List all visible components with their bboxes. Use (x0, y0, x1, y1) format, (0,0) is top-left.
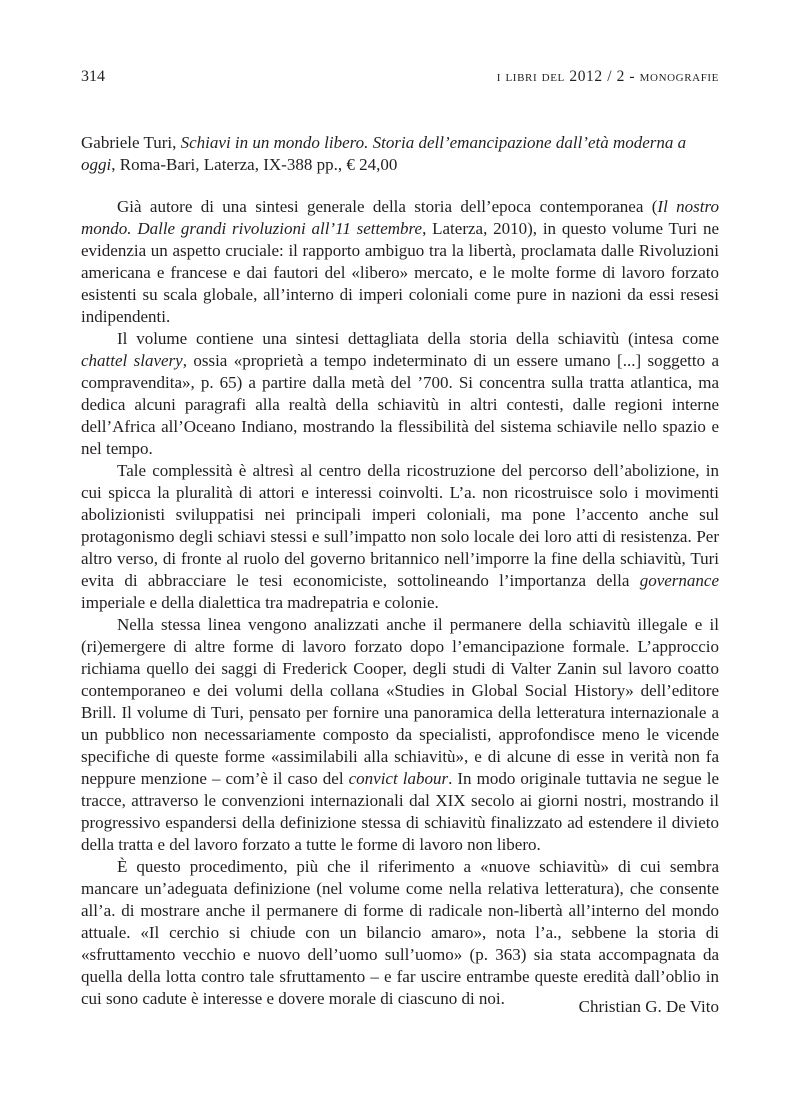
text-run: Già autore di una sintesi generale della storia dell’epoca contemporanea ( (117, 197, 658, 216)
bibliographic-entry (81, 132, 719, 176)
paragraph-4 (81, 614, 719, 856)
paragraph-1 (81, 196, 719, 328)
italic-term: convict labour (348, 769, 449, 788)
text-run: , ossia «proprietà a tempo indeterminato di un essere umano [...] soggetto a compravendita», p. 65) a partire dalla metà del ’700. Si concentra sulla tratta atlantica, ma dedica alcuni paragrafi alla realtà della schiavitù in altri contesti, dalle regioni interne dell’Africa all’Oceano Indiano, mostrando la flessibilità del sistema schiavile nello spazio e nel tempo. (81, 351, 719, 458)
text-run: Nella stessa linea vengono analizzati anche il permanere della schiavitù illegale e il (ri)emergere di altre forme di lavoro forzato dopo l’emancipazione formale. L’approccio richiama quello dei saggi di Frederick Cooper, degli studi di Valter Zanin sul lavoro coatto contemporaneo e dei volumi della collana «Studies in Global Social History» dell’editore Brill. Il volume di Turi, pensato per fornire una panoramica della letteratura internazionale a un pubblico non necessariamente composto da specialisti, approfondisce meno le vicende specifiche di queste forme «assimilabili alla schiavitù», e di alcune di esse in verità non fa neppure menzione – com’è il caso del (81, 615, 719, 788)
publication-details: , Roma-Bari, Laterza, IX-388 pp., € 24,00 (111, 155, 398, 174)
text-run: , Laterza, 2010), in questo volume Turi ne evidenzia un aspetto cruciale: il rapporto ambiguo tra la libertà, proclamata dalle Rivoluzioni americana e francese e dai fautori del «libero» mercato, e le molte forme di lavoro forzato esistenti su scala globale, all’interno di imperi coloniali come pure in nazioni da essi resesi indipendenti. (81, 219, 719, 326)
text-run: imperiale e della dialettica tra madrepatria e colonie. (81, 593, 439, 612)
paragraph-2 (81, 328, 719, 460)
review-author: Gabriele Turi, (81, 133, 177, 152)
reviewer-signature: Christian G. De Vito (578, 997, 719, 1016)
text-run: Il volume contiene una sintesi dettagliata della storia della schiavitù (intesa come (117, 329, 719, 348)
running-title: i libri del 2012 / 2 - monografie (496, 68, 719, 85)
italic-term: governance (639, 571, 719, 590)
paragraph-3 (81, 460, 719, 614)
italic-title: Il nostro mondo. Dalle grandi rivoluzioni all’11 settembre (81, 197, 719, 238)
text-run: Tale complessità è altresì al centro della ricostruzione del percorso dell’abolizione, in cui spicca la pluralità di attori e interessi coinvolti. L’a. non ricostruisce solo i movimenti abolizionisti sviluppatisi nei principali imperi coloniali, ma pone l’accento anche sul protagonismo degli schiavi stessi e sull’impatto non solo locale dei loro atti di resistenza. Per altro verso, di fronte al ruolo del governo britannico nell’imporre la fine della schiavitù, Turi evita di abbracciare le tesi economiciste, sottolineando l’importanza della (81, 461, 719, 590)
book-title: Schiavi in un mondo libero. Storia dell’emancipazione dall’età moderna a oggi (81, 133, 687, 174)
paragraph-5: È questo procedimento, più che il riferimento a «nuove schiavitù» di cui sembra mancare un’adeguata definizione (nel volume come nella relativa letteratura), che consente all’a. di mostrare anche il permanere di forme di radicale non-libertà all’interno del mondo attuale. «Il cerchio si chiude con un bilancio amaro», nota l’a., sebbene la storia di «sfruttamento vecchio e nuovo dell’uomo sull’uomo» (p. 363) sia stata accompagnata da quella della lotta contro tale sfruttamento – e far uscire entrambe queste eredità dall’oblio in cui sono cadute è interesse e dovere morale di ciascuno di noi. (81, 857, 719, 1008)
page-number: 314 (81, 68, 105, 85)
review-body (81, 196, 719, 1010)
running-header (81, 66, 719, 88)
text-run: . In modo originale tuttavia ne segue le tracce, attraverso le convenzioni internazionali dal XIX secolo ai giorni nostri, mostrando il progressivo espandersi della definizione stessa di schiavitù finalizzato ad estendere il divieto della tratta e del lavoro forzato a tutte le forme di lavoro non libero. (81, 769, 720, 854)
italic-term: chattel slavery (81, 351, 183, 370)
